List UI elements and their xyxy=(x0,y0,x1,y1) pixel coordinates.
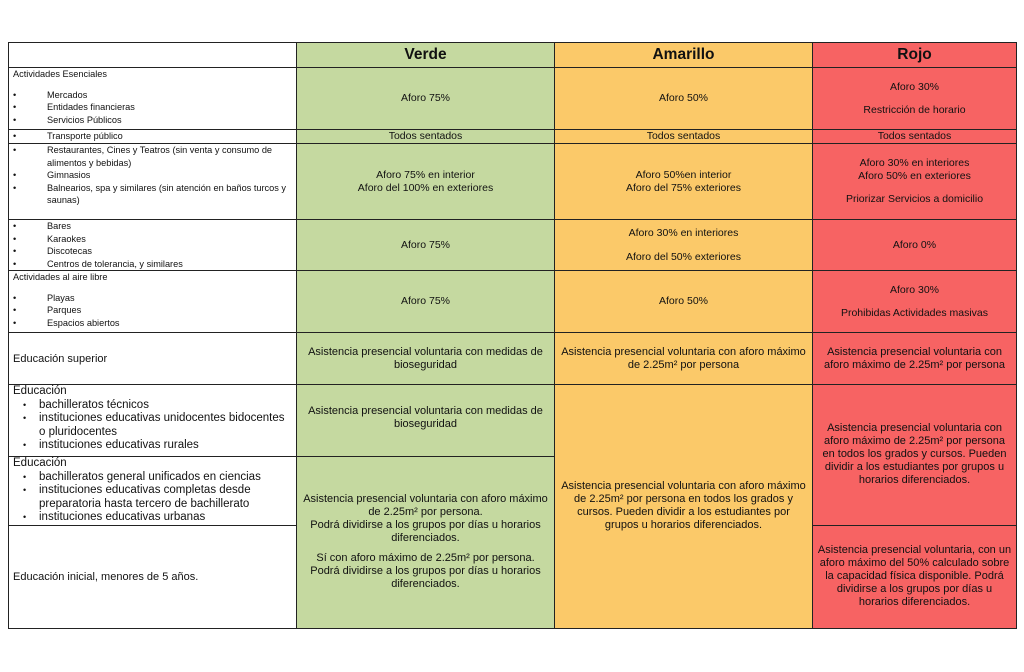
list-item: • Karaokes xyxy=(13,233,292,246)
semaforo-table xyxy=(8,42,1017,629)
cell-line: Aforo del 50% exteriores xyxy=(626,250,741,263)
header-blank xyxy=(9,43,297,68)
list-item: • instituciones educativas completas desde preparatoria hasta tercero de bachillerato xyxy=(13,484,292,511)
education-title: Educación xyxy=(13,457,67,469)
amarillo-escolar-cell: Asistencia presencial voluntaria con aforo máximo de 2.25m² por persona en todos los grados y cursos. Pueden dividir a los estudiantes por grupos u horarios diferenciados. xyxy=(555,385,813,629)
verde-cell: Aforo 75% xyxy=(297,68,555,130)
activity-cell xyxy=(9,144,297,220)
activity-title: Actividades al aire libre xyxy=(13,272,108,282)
rojo-cell xyxy=(813,68,1017,130)
cell-line: Priorizar Servicios a domicilio xyxy=(845,193,984,206)
education-cell xyxy=(9,457,297,526)
verde-cell: Aforo 75% xyxy=(297,271,555,333)
list-item: • instituciones educativas urbanas xyxy=(13,511,292,525)
activity-cell xyxy=(9,220,297,271)
rojo-cell xyxy=(813,271,1017,333)
verde-cell: Aforo 75% xyxy=(297,220,555,271)
cell-line: Aforo 30% xyxy=(889,80,940,93)
list-item: • Playas xyxy=(13,292,292,305)
cell-line: Restricción de horario xyxy=(863,104,966,116)
amarillo-cell: Todos sentados xyxy=(555,130,813,144)
verde-cell xyxy=(297,144,555,220)
cell-line: Prohibidas Actividades masivas xyxy=(840,307,989,319)
cell-line: Aforo del 75% exteriores xyxy=(626,181,741,194)
amarillo-cell: Aforo 50% xyxy=(555,68,813,130)
row-edu-rural xyxy=(9,385,1017,457)
cell-line: Sí con aforo máximo de 2.25m² por persona. xyxy=(316,552,535,565)
rojo-cell: Asistencia presencial voluntaria, con un aforo máximo del 50% calculado sobre la capacidad física disponible. Podrá dividirse a los grupos por días u horarios diferenciados. xyxy=(813,525,1017,628)
list-item: • bachilleratos general unificados en ciencias xyxy=(13,471,292,485)
education-label: Educación superior xyxy=(9,333,297,385)
header-amarillo: Amarillo xyxy=(555,43,813,68)
list-item: • Gimnasios xyxy=(13,169,292,182)
header-row xyxy=(9,43,1017,68)
rojo-cell: Asistencia presencial voluntaria con aforo máximo de 2.25m² por persona xyxy=(813,333,1017,385)
list-item: • Discotecas xyxy=(13,245,292,258)
verde-basica-cell xyxy=(297,457,555,629)
verde-cell: Asistencia presencial voluntaria con medidas de bioseguridad xyxy=(297,333,555,385)
list-item: • Balnearios, spa y similares (sin atención en baños turcos y saunas) xyxy=(13,182,292,207)
cell-line: Aforo del 100% en exteriores xyxy=(357,181,494,194)
header-verde: Verde xyxy=(297,43,555,68)
list-item: • Bares xyxy=(13,220,292,233)
amarillo-cell xyxy=(555,144,813,220)
list-item: • Espacios abiertos xyxy=(13,317,292,330)
rojo-cell xyxy=(813,144,1017,220)
amarillo-cell: Asistencia presencial voluntaria con aforo máximo de 2.25m² por persona xyxy=(555,333,813,385)
verde-cell: Todos sentados xyxy=(297,130,555,144)
cell-line: Aforo 75% en interior xyxy=(376,169,475,181)
list-item: • instituciones educativas rurales xyxy=(13,439,292,453)
list-item: • Transporte público xyxy=(13,130,292,143)
education-title: Educación xyxy=(13,385,67,397)
rojo-cell: Aforo 0% xyxy=(813,220,1017,271)
list-item: • Restaurantes, Cines y Teatros (sin venta y consumo de alimentos y bebidas) xyxy=(13,144,292,169)
cell-line: Aforo 50%en interior xyxy=(635,169,732,181)
row-transporte xyxy=(9,130,1017,144)
list-item: • instituciones educativas unidocentes bidocentes o pluridocentes xyxy=(13,412,292,439)
activity-cell xyxy=(9,68,297,130)
list-item: • Parques xyxy=(13,304,292,317)
cell-line: Podrá dividirse a los grupos por días u horarios diferenciados. xyxy=(310,519,541,545)
row-bares xyxy=(9,220,1017,271)
activity-title: Actividades Esenciales xyxy=(13,69,107,79)
cell-line: Asistencia presencial voluntaria con aforo máximo de 2.25m² por persona. xyxy=(303,493,548,519)
list-item: • Mercados xyxy=(13,89,292,102)
row-aire-libre xyxy=(9,271,1017,333)
education-label: Educación inicial, menores de 5 años. xyxy=(9,525,297,628)
cell-line: Aforo 30% xyxy=(889,283,940,296)
cell-line: Podrá dividirse a los grupos por días u horarios diferenciados. xyxy=(310,565,541,591)
row-restaurantes xyxy=(9,144,1017,220)
activity-cell xyxy=(9,271,297,333)
amarillo-cell: Aforo 50% xyxy=(555,271,813,333)
row-edu-superior xyxy=(9,333,1017,385)
rojo-cell: Todos sentados xyxy=(813,130,1017,144)
verde-cell: Asistencia presencial voluntaria con medidas de bioseguridad xyxy=(297,385,555,457)
list-item: • Servicios Públicos xyxy=(13,114,292,127)
cell-line: Aforo 30% en interiores xyxy=(859,157,970,170)
header-rojo: Rojo xyxy=(813,43,1017,68)
amarillo-cell xyxy=(555,220,813,271)
list-item: • Centros de tolerancia, y similares xyxy=(13,258,292,271)
activity-cell xyxy=(9,130,297,144)
list-item: • Entidades financieras xyxy=(13,101,292,114)
cell-line: Aforo 50% en exteriores xyxy=(858,169,971,182)
row-esenciales xyxy=(9,68,1017,130)
cell-line: Aforo 30% en interiores xyxy=(628,227,739,239)
list-item: • bachilleratos técnicos xyxy=(13,399,292,413)
rojo-escolar-cell: Asistencia presencial voluntaria con aforo máximo de 2.25m² por persona en todos los grados y cursos. Pueden dividir a los estudiantes por grupos u horarios diferenciados. xyxy=(813,385,1017,526)
education-cell xyxy=(9,385,297,457)
